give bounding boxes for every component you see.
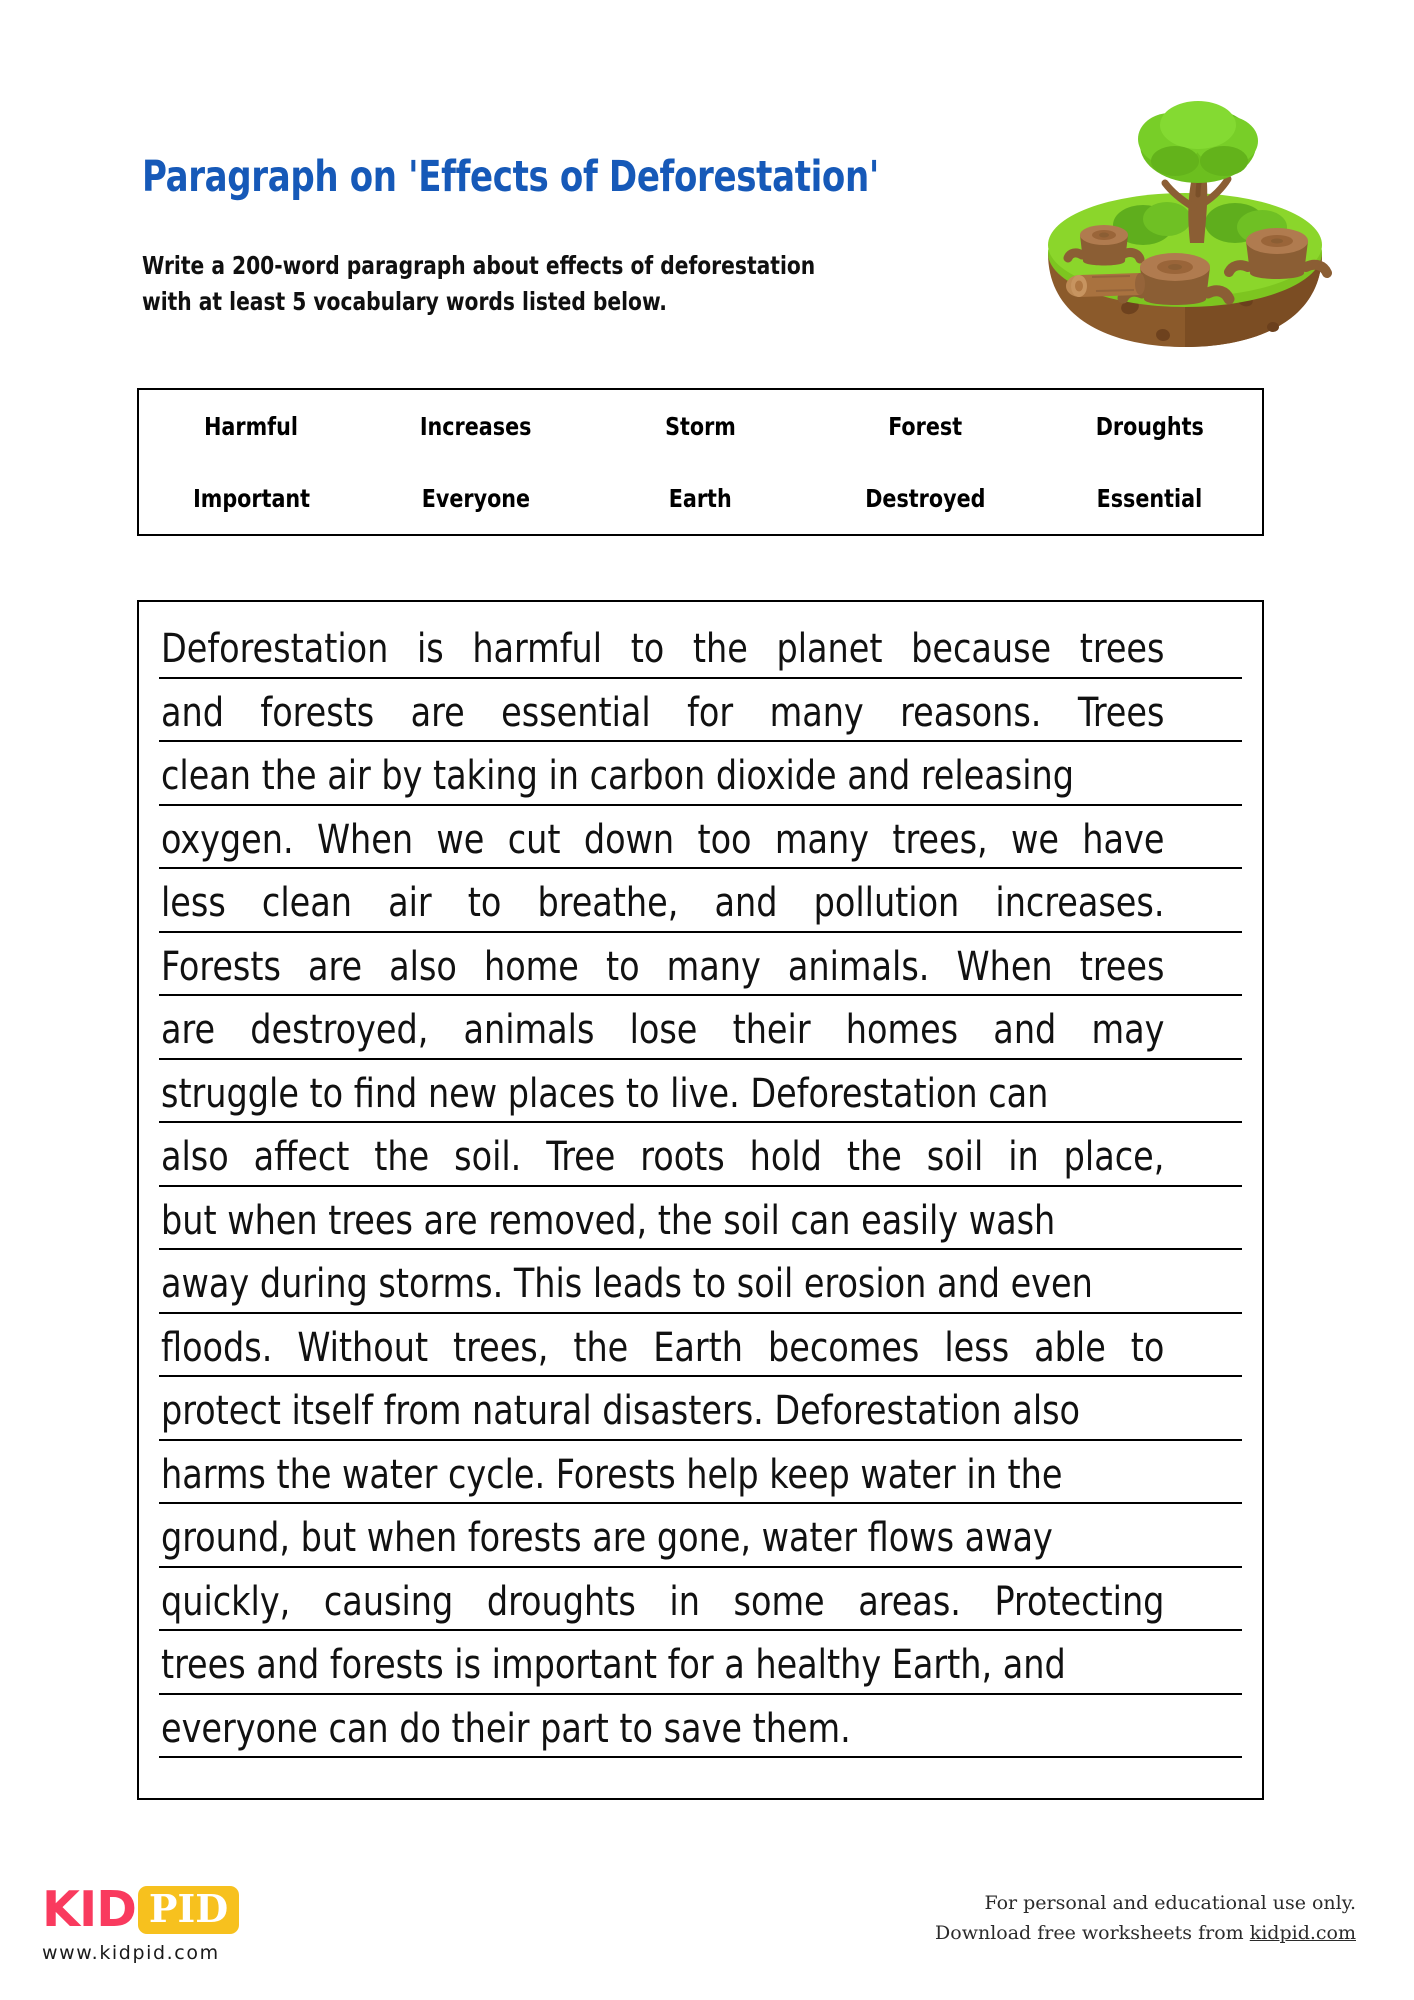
- writing-line-rule: [159, 740, 1242, 742]
- writing-line-rule: [159, 1629, 1242, 1631]
- vocab-word: Increases: [420, 411, 532, 441]
- writing-line: [155, 688, 1246, 752]
- writing-line-text: Forests are also home to many animals. When trees: [161, 943, 1165, 990]
- writing-line-rule: [159, 1502, 1242, 1504]
- writing-line-text: away during storms. This leads to soil erosion and even: [161, 1261, 1093, 1307]
- writing-line-text: Deforestation is harmful to the planet because trees: [161, 626, 1165, 672]
- logo-website-url: www.kidpid.com: [42, 1942, 220, 1964]
- writing-line-text: floods. Without trees, the Earth becomes less able to: [161, 1324, 1165, 1371]
- writing-line-rule: [159, 1439, 1242, 1441]
- kidpid-logo: [42, 1882, 239, 1964]
- writing-line-text: protect itself from natural disasters. Deforestation also: [161, 1388, 1081, 1434]
- kidpid-link[interactable]: kidpid.com: [1249, 1922, 1356, 1944]
- logo-kid-text: KID: [42, 1881, 136, 1938]
- footer-note-prefix: Download free worksheets from: [935, 1922, 1250, 1944]
- worksheet-header: [0, 0, 1414, 380]
- writing-line-text: everyone can do their part to save them.: [161, 1705, 851, 1752]
- writing-line-text: also affect the soil. Tree roots hold the soil in place,: [161, 1134, 1165, 1180]
- writing-line-rule: [159, 1185, 1242, 1187]
- vocab-word: Earth: [669, 483, 732, 513]
- writing-line-text: harms the water cycle. Forests help keep water in the: [161, 1451, 1063, 1498]
- vocab-word: Destroyed: [864, 483, 986, 513]
- kidpid-logo-row: [42, 1882, 239, 1938]
- writing-line: [155, 1132, 1246, 1196]
- writing-line-text: ground, but when forests are gone, water flows away: [161, 1515, 1053, 1561]
- writing-line-text: but when trees are removed, the soil can easily wash: [161, 1197, 1056, 1244]
- writing-line: [155, 1323, 1246, 1387]
- writing-line-rule: [159, 931, 1242, 933]
- writing-line-text: clean the air by taking in carbon dioxide and releasing: [161, 753, 1075, 799]
- writing-line-rule: [159, 1375, 1242, 1377]
- writing-line-rule: [159, 1121, 1242, 1123]
- vocab-word: Droughts: [1095, 411, 1204, 441]
- writing-line: [155, 878, 1246, 942]
- logo-pid-text: PID: [148, 1886, 229, 1931]
- vocab-word: Essential: [1096, 483, 1203, 513]
- writing-line-rule: [159, 1058, 1242, 1060]
- writing-line-rule: [159, 804, 1242, 806]
- paragraph-writing-area[interactable]: [137, 600, 1264, 1800]
- writing-line: [155, 1513, 1246, 1577]
- writing-line: [155, 624, 1246, 688]
- writing-line: [155, 1450, 1246, 1514]
- writing-line-rule: [159, 677, 1242, 679]
- footer-note-line-2: [935, 1918, 1356, 1948]
- writing-line-rule: [159, 1693, 1242, 1695]
- writing-line: [155, 1196, 1246, 1260]
- writing-line: [155, 1259, 1246, 1323]
- writing-line-rule: [159, 1566, 1242, 1568]
- writing-line: [155, 1577, 1246, 1641]
- writing-line-text: are destroyed, animals lose their homes and may: [161, 1007, 1165, 1053]
- writing-line: [155, 1005, 1246, 1069]
- instructions-text: [142, 248, 815, 320]
- writing-line: [155, 1069, 1246, 1133]
- vocab-word: Forest: [888, 411, 963, 441]
- vocabulary-word-bank: [137, 388, 1264, 536]
- vocab-word: Important: [192, 483, 310, 513]
- vocab-word: Harmful: [204, 411, 299, 441]
- writing-line-text: oxygen. When we cut down too many trees, we have: [161, 816, 1165, 863]
- footer-usage-note: [935, 1888, 1356, 1948]
- instructions-line-2: with at least 5 vocabulary words listed below.: [142, 287, 667, 316]
- page-title: Paragraph on 'Effects of Deforestation': [142, 152, 879, 202]
- writing-line-rule: [159, 994, 1242, 996]
- writing-line-text: struggle to find new places to live. Deforestation can: [161, 1070, 1049, 1117]
- writing-line-rule: [159, 1756, 1242, 1758]
- writing-line-rule: [159, 1248, 1242, 1250]
- writing-line: [155, 1704, 1246, 1768]
- instructions-line-1: Write a 200-word paragraph about effects of deforestation: [142, 251, 816, 280]
- writing-line-rule: [159, 1312, 1242, 1314]
- writing-line-text: and forests are essential for many reasons. Trees: [161, 689, 1165, 736]
- writing-line: [155, 751, 1246, 815]
- worksheet-footer: [0, 1860, 1414, 2000]
- vocab-word: Everyone: [421, 483, 531, 513]
- writing-line: [155, 815, 1246, 879]
- writing-line-text: trees and forests is important for a healthy Earth, and: [161, 1642, 1066, 1688]
- writing-line-text: less clean air to breathe, and pollution increases.: [161, 880, 1165, 926]
- writing-line: [155, 942, 1246, 1006]
- writing-line-rule: [159, 867, 1242, 869]
- vocabulary-grid: [139, 390, 1262, 534]
- writing-line: [155, 1386, 1246, 1450]
- writing-line-text: quickly, causing droughts in some areas. Protecting: [161, 1578, 1165, 1625]
- footer-note-line-1: For personal and educational use only.: [984, 1892, 1356, 1914]
- vocab-word: Storm: [665, 411, 736, 441]
- writing-line: [155, 1640, 1246, 1704]
- deforestation-island-illustration: [1030, 95, 1340, 350]
- logo-pid-badge: [138, 1886, 239, 1934]
